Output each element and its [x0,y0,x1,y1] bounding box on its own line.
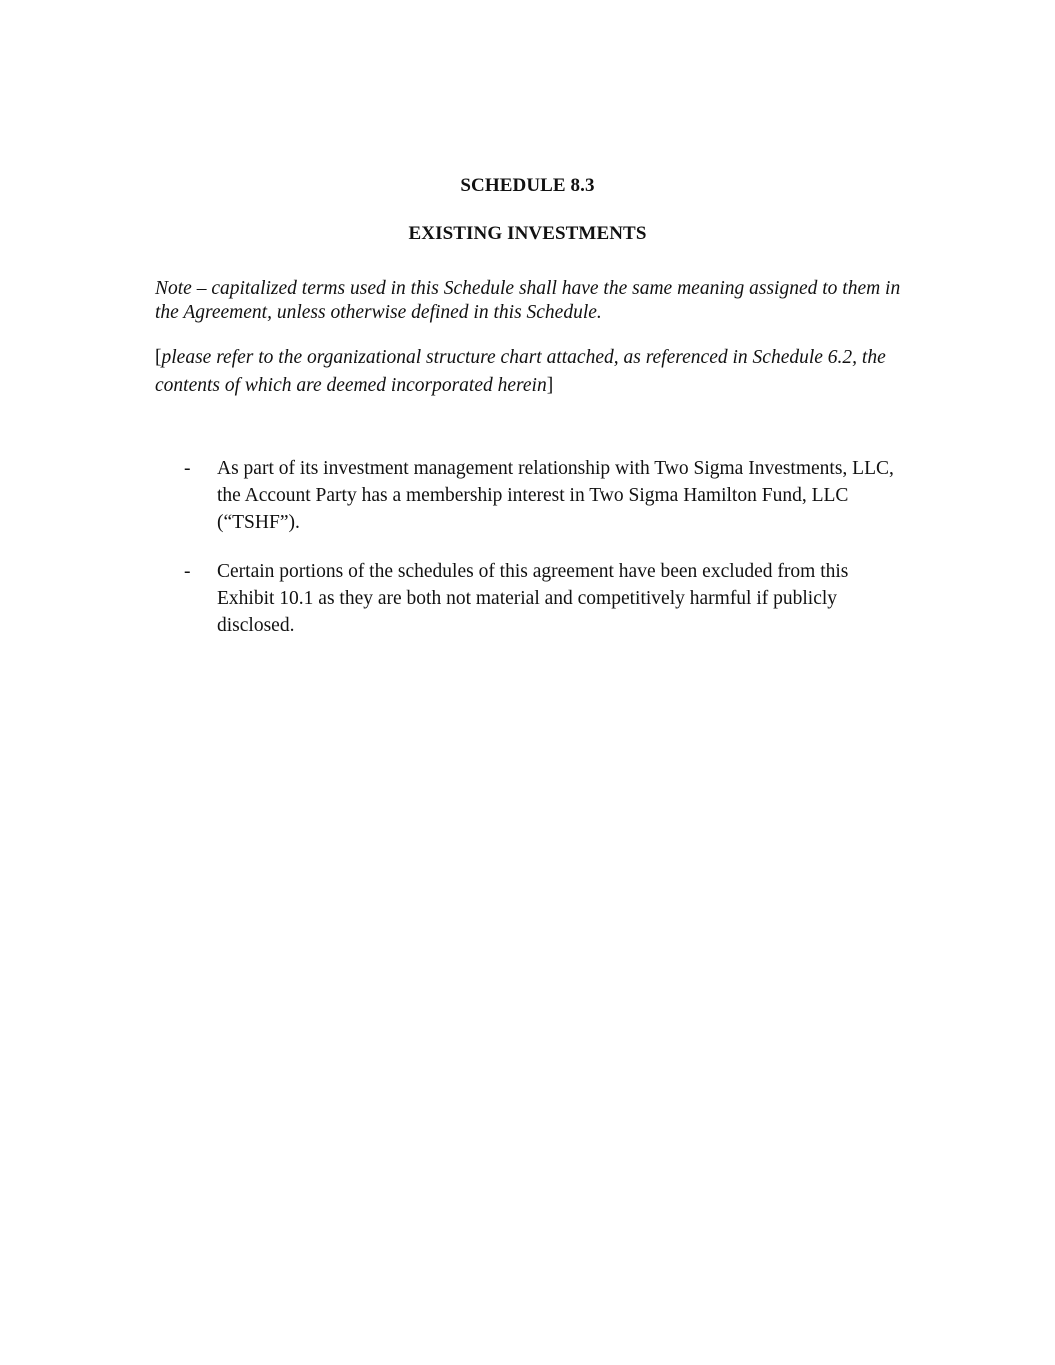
section-title: EXISTING INVESTMENTS [408,223,647,244]
reference-close-bracket: ] [546,375,554,396]
investments-list [0,455,1055,661]
list-item-text: As part of its investment management relationship with Two Sigma Investments, LLC, the Account Party has a membership interest in Two Sigma Hamilton Fund, LLC (“TSHF”). [217,458,894,533]
reference-paragraph [155,344,915,400]
reference-text: please refer to the organizational structure chart attached, as referenced in Schedule 6.2, the contents of which are deemed incorporated herein [155,347,886,396]
list-item-marker: - [184,561,191,582]
list-item-marker: - [184,458,191,479]
list-item [0,558,1055,639]
list-item [0,455,1055,536]
reference-open-bracket: [ [155,347,162,368]
list-item-text: Certain portions of the schedules of this agreement have been excluded from this Exhibit 10.1 as they are both not material and competitively harmful if publicly disclosed. [217,561,849,636]
schedule-title: SCHEDULE 8.3 [460,175,595,196]
definitions-note: Note – capitalized terms used in this Schedule shall have the same meaning assigned to them in the Agreement, unless otherwise defined in this Schedule. [155,278,901,323]
